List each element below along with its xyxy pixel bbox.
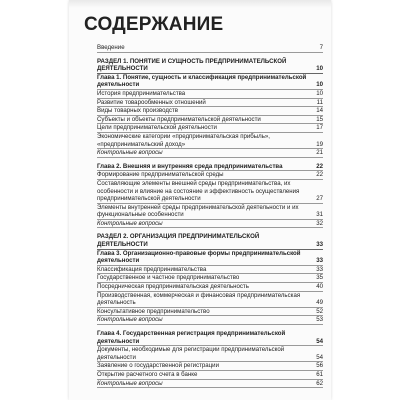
toc-section bbox=[97, 58, 323, 74]
toc-entry bbox=[97, 116, 323, 125]
toc-entry-page: 27 bbox=[316, 195, 323, 203]
toc-entry-page: 10 bbox=[316, 89, 323, 97]
toc-entry-page: 33 bbox=[316, 257, 323, 265]
toc-entry-title: Элементы внутренней среды предпринимательской деятельности и их функциональные особенности bbox=[97, 203, 299, 219]
toc-entry-page: 22 bbox=[316, 171, 323, 179]
toc-entry-title: Субъекты и объекты предпринимательской деятельности bbox=[97, 115, 261, 123]
toc-entry-page: 54 bbox=[316, 337, 323, 345]
toc-entry bbox=[97, 362, 323, 371]
toc-entry bbox=[97, 171, 323, 180]
toc-entry-page: 35 bbox=[316, 274, 323, 282]
toc-entry-title: Развитие товарообменных отношений bbox=[97, 98, 206, 106]
toc-entry-title: Заявление о государственной регистрации bbox=[97, 362, 219, 370]
toc-entry-title: Консультативное предпринимательство bbox=[97, 307, 210, 315]
toc-entry-page: 15 bbox=[316, 115, 323, 123]
toc-chapter bbox=[97, 163, 323, 172]
toc-entry-page: 17 bbox=[316, 124, 323, 132]
toc-entry bbox=[97, 204, 323, 220]
toc-entry-page: 21 bbox=[316, 149, 323, 157]
toc-entry-title: Глава 4. Государственная регистрация предпринимательской деятельности bbox=[97, 330, 286, 345]
toc-entry-title: Формирование предпринимательской среды bbox=[97, 171, 224, 179]
toc-entry-page: 52 bbox=[316, 307, 323, 315]
toc-entry bbox=[97, 149, 323, 158]
toc-entry bbox=[97, 283, 323, 292]
toc-entry-page: 62 bbox=[316, 379, 323, 387]
toc-entry-title: Введение bbox=[97, 44, 125, 51]
toc-entry bbox=[97, 266, 323, 275]
toc-entry bbox=[97, 371, 323, 380]
toc-entry-page: 10 bbox=[316, 81, 323, 89]
toc-entry-page: 54 bbox=[316, 353, 323, 361]
toc-entry-title: Документы, необходимые для регистрации предпринимательской деятельности bbox=[97, 346, 285, 361]
toc-entry-title: Государственное и частное предпринимательство bbox=[97, 274, 240, 282]
toc-entry bbox=[97, 292, 323, 308]
toc-entry-page: 33 bbox=[316, 241, 323, 249]
toc-entry-page: 56 bbox=[316, 362, 323, 370]
toc-entry-title: Составляющие элементы внешней среды предпринимательства, их особенности и влияние на состояние и эффективность осуществления предпринимательской деятельности bbox=[97, 179, 300, 203]
toc-entry bbox=[97, 124, 323, 133]
toc-entry-title: Контрольные вопросы bbox=[97, 149, 163, 157]
toc-entry-title: Цели предпринимательской деятельности bbox=[97, 124, 217, 132]
toc-entry-title: Экономические категории «предпринимательская прибыль», «предпринимательский доход» bbox=[97, 132, 270, 148]
toc-entry-page: 40 bbox=[316, 283, 323, 291]
toc-entry-title: Контрольные вопросы bbox=[97, 316, 163, 324]
toc-entry bbox=[97, 44, 323, 53]
toc-entry-title: Контрольные вопросы bbox=[97, 379, 163, 387]
toc-entry-title: Производственная, коммерческая и финансовая предпринимательская деятельность bbox=[97, 291, 301, 307]
toc-chapter bbox=[97, 250, 323, 266]
toc-entry-page: 22 bbox=[316, 162, 323, 170]
toc-entry-title: Глава 1. Понятие, сущность и классификация предпринимательской деятельности bbox=[97, 73, 307, 89]
toc-entry-title: Открытие расчетного счета в банке bbox=[97, 370, 198, 378]
toc-entry-page: 10 bbox=[316, 65, 323, 73]
toc-entry-page: 14 bbox=[316, 107, 323, 115]
toc-entry-title: РАЗДЕЛ 1. ПОНЯТИЕ И СУЩНОСТЬ ПРЕДПРИНИМАТЕЛЬСКОЙ ДЕЯТЕЛЬНОСТИ bbox=[97, 57, 287, 73]
toc-entry bbox=[97, 380, 323, 389]
toc-entry bbox=[97, 107, 323, 116]
toc-entry-page: 53 bbox=[316, 316, 323, 324]
toc-entry bbox=[97, 180, 323, 204]
toc-entry-page: 32 bbox=[316, 219, 323, 227]
toc-entry-page: 19 bbox=[316, 140, 323, 148]
toc-chapter bbox=[97, 74, 323, 90]
toc-entry bbox=[97, 308, 323, 317]
toc-entry-title: Контрольные вопросы bbox=[97, 219, 163, 227]
toc-entry-page: 61 bbox=[316, 370, 323, 378]
toc-entry-title: Глава 3. Организационно-правовые формы предпринимательской деятельности bbox=[97, 249, 301, 265]
toc-entry-title: РАЗДЕЛ 2. ОРГАНИЗАЦИЯ ПРЕДПРИНИМАТЕЛЬСКОЙ ДЕЯТЕЛЬНОСТИ bbox=[97, 233, 260, 249]
toc-entry bbox=[97, 90, 323, 99]
toc-entry bbox=[97, 316, 323, 325]
toc-entry-page: 11 bbox=[316, 98, 323, 106]
book-page bbox=[69, 0, 331, 400]
toc-entry-title: Классификация предпринимательства bbox=[97, 265, 207, 273]
toc-entry-page: 49 bbox=[316, 299, 323, 307]
toc-entry bbox=[97, 274, 323, 283]
toc-entry-page: 33 bbox=[316, 265, 323, 273]
page-title: СОДЕРЖАНИЕ bbox=[84, 14, 224, 35]
toc-entry bbox=[97, 346, 323, 362]
table-of-contents bbox=[97, 44, 323, 388]
toc-entry-page: 31 bbox=[316, 211, 323, 219]
toc-entry-title: Виды товарных производств bbox=[97, 107, 178, 115]
toc-entry-page: 7 bbox=[319, 44, 323, 51]
toc-entry bbox=[97, 220, 323, 229]
toc-section bbox=[97, 233, 323, 249]
toc-entry bbox=[97, 133, 323, 149]
toc-entry-title: Глава 2. Внешняя и внутренняя среда предпринимательства bbox=[97, 162, 283, 170]
toc-entry bbox=[97, 99, 323, 108]
toc-entry-title: История предпринимательства bbox=[97, 89, 186, 97]
toc-entry-title: Посредническая предпринимательская деятельность bbox=[97, 283, 249, 291]
toc-chapter bbox=[97, 330, 323, 346]
